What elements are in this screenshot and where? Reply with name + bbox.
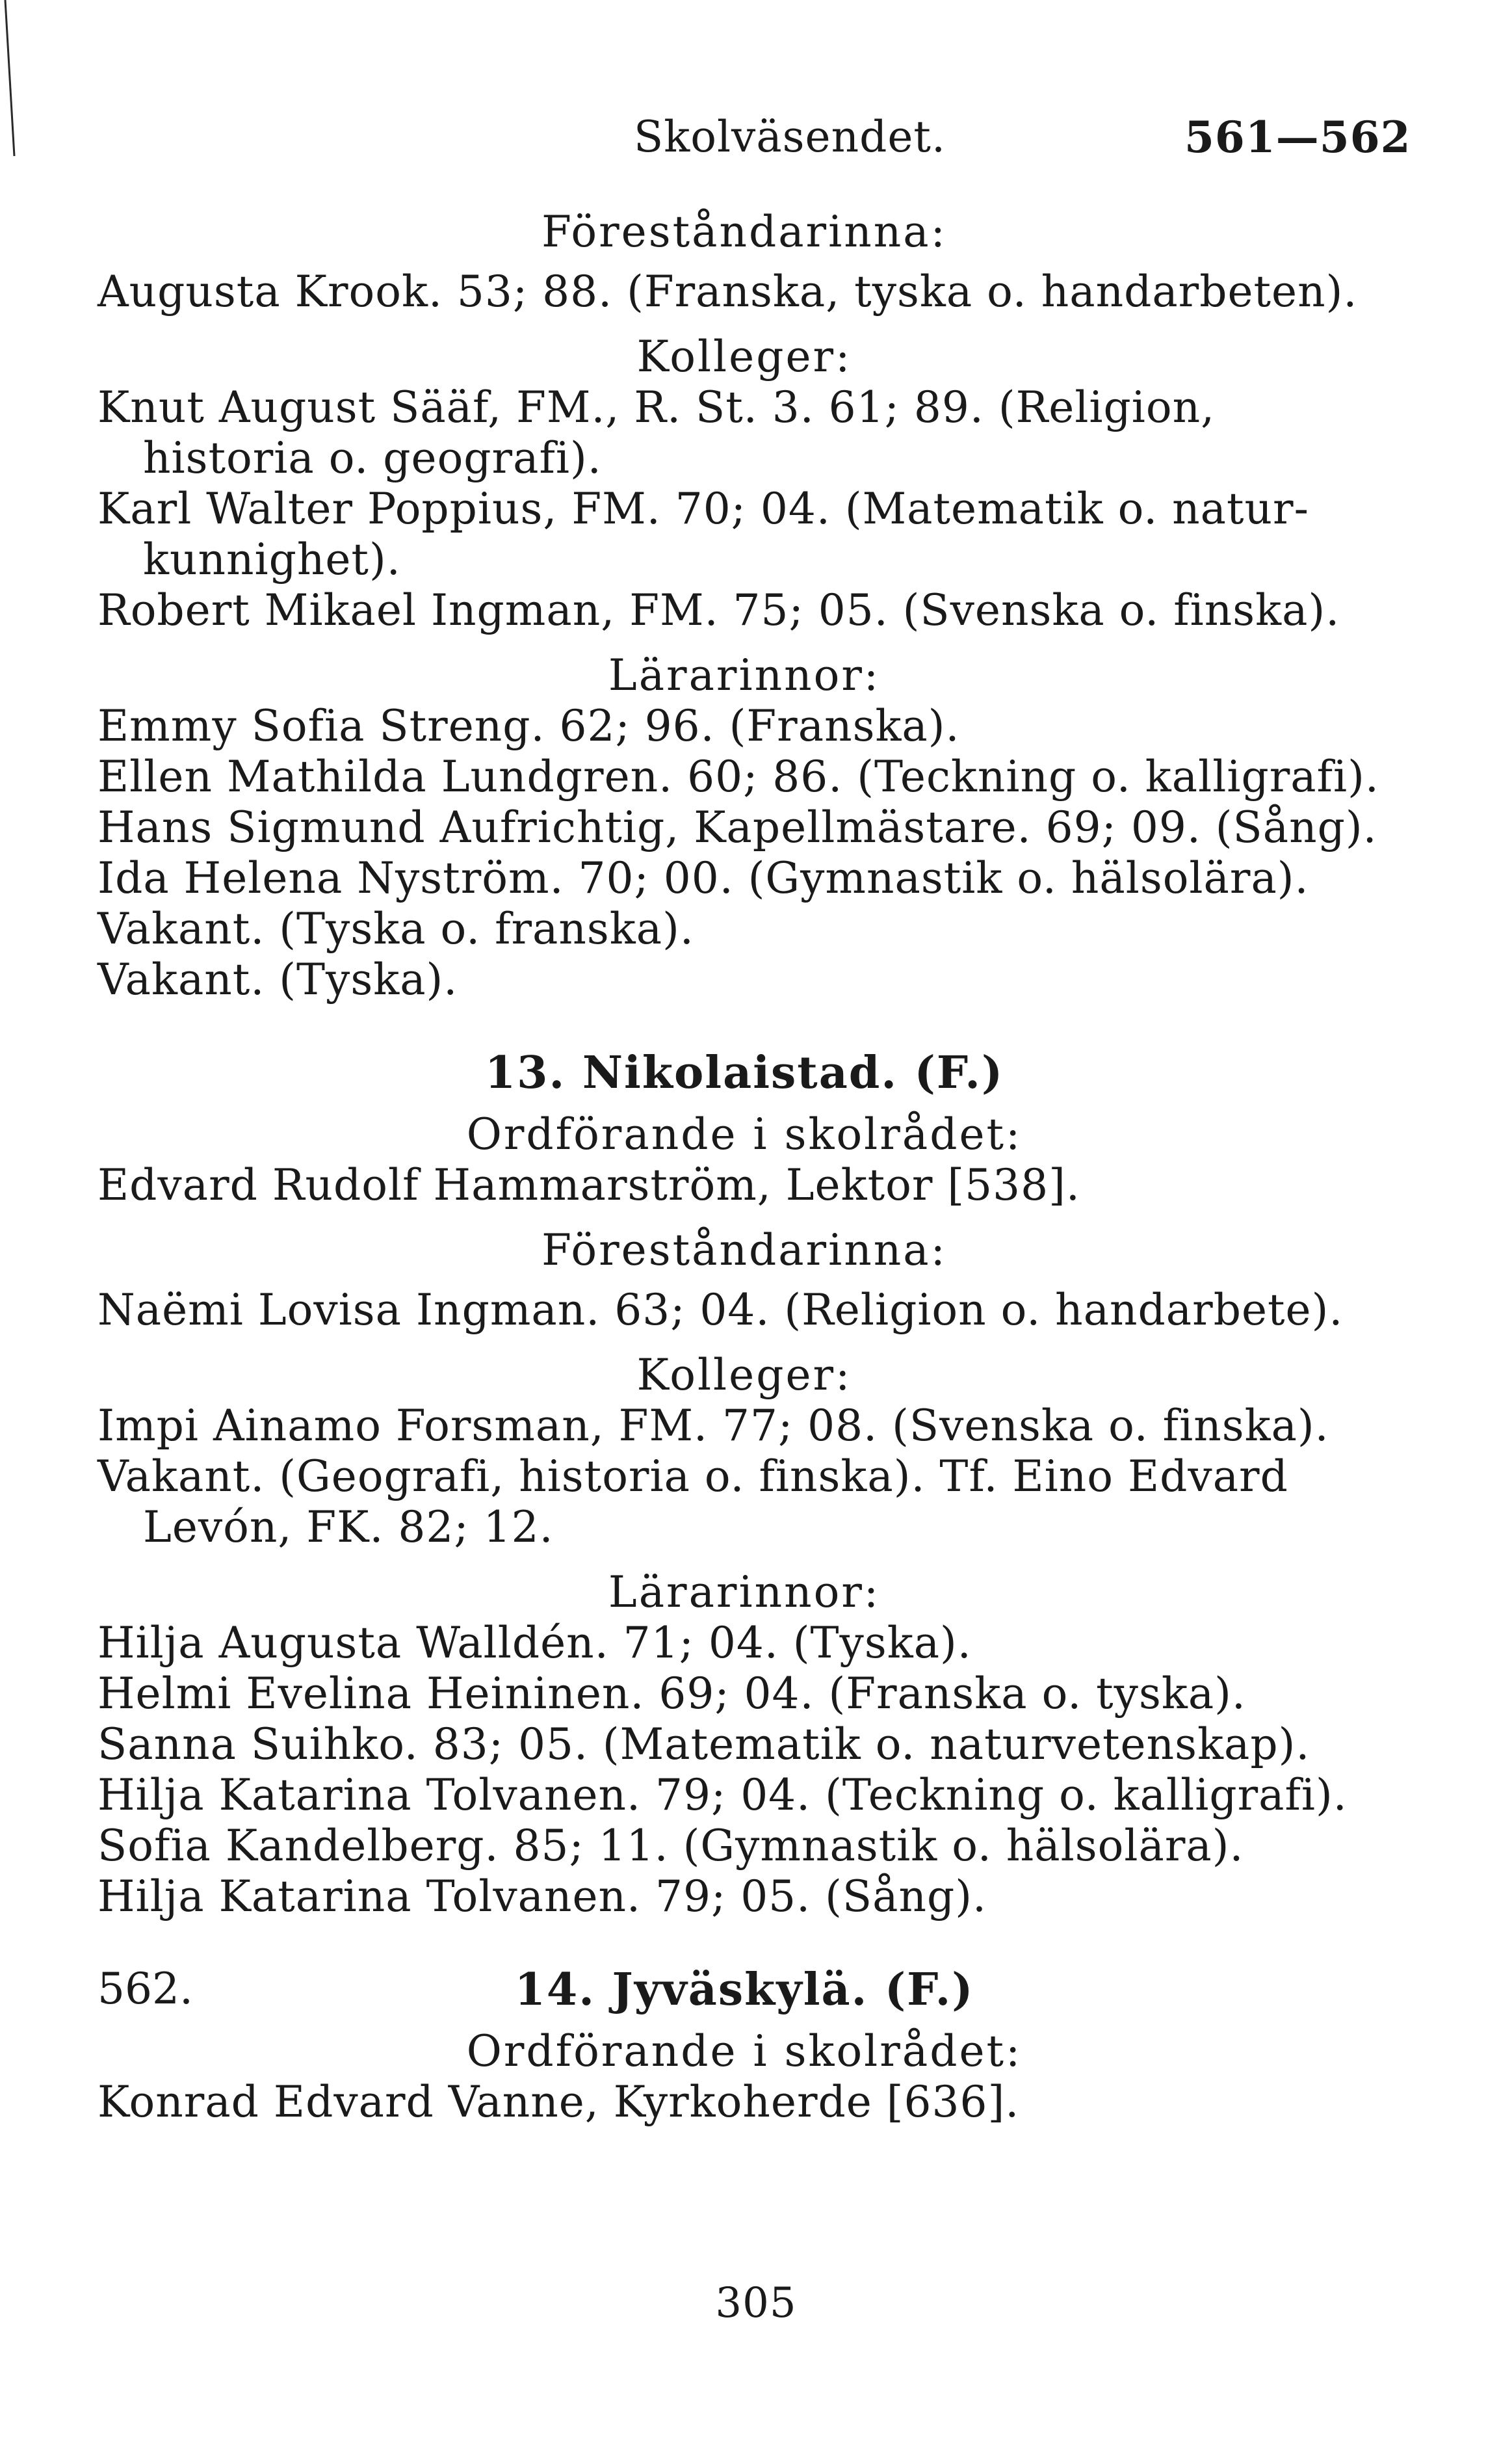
heading-kolleger: Kolleger:	[636, 332, 852, 382]
section-heading-14	[98, 1964, 1391, 2017]
entry-kollega-cont: kunnighet).	[143, 535, 401, 585]
entry-ordforande: Konrad Edvard Vanne, Kyrkoherde [636].	[98, 2077, 1020, 2127]
entry-lararinna: Hilja Katarina Tolvanen. 79; 05. (Sång).	[98, 1871, 987, 1921]
kolleger-list	[98, 382, 1391, 636]
page-number: 305	[715, 2279, 797, 2327]
section-margin-number: 562.	[98, 1964, 193, 2014]
heading-ordforande: Ordförande i skolrådet:	[466, 2026, 1023, 2076]
lararinnor-list	[98, 701, 1391, 1005]
column-numbers: 561—562	[1184, 112, 1411, 163]
entry-lararinna: Ellen Mathilda Lundgren. 60; 86. (Teckning o. kalligrafi).	[98, 752, 1379, 802]
entry-ordforande: Edvard Rudolf Hammarström, Lektor [538].	[98, 1160, 1080, 1210]
entry-kollega-cont: historia o. geografi).	[143, 433, 602, 483]
heading-lararinnor: Lärarinnor:	[608, 650, 881, 700]
entry-lararinna: Hilja Katarina Tolvanen. 79; 04. (Teckning o. kalligrafi).	[98, 1770, 1348, 1820]
entry-kollega: Karl Walter Poppius, FM. 70; 04. (Matematik o. natur-	[98, 484, 1309, 534]
lararinnor-list	[98, 1618, 1391, 1922]
entry-lararinna: Sanna Suihko. 83; 05. (Matematik o. naturvetenskap).	[98, 1719, 1310, 1769]
page-body	[98, 207, 1391, 2128]
entry-lararinna: Hilja Augusta Walldén. 71; 04. (Tyska).	[98, 1618, 972, 1668]
page-header	[0, 112, 1512, 170]
entry-lararinna: Hans Sigmund Aufrichtig, Kapellmästare. 69; 09. (Sång).	[98, 802, 1377, 852]
entry-forestandarinna: Augusta Krook. 53; 88. (Franska, tyska o. handarbeten).	[98, 267, 1358, 317]
entry-lararinna: Helmi Evelina Heininen. 69; 04. (Franska o. tyska).	[98, 1669, 1246, 1719]
entry-lararinna: Sofia Kandelberg. 85; 11. (Gymnastik o. hälsolära).	[98, 1821, 1244, 1871]
entry-forestandarinna: Naëmi Lovisa Ingman. 63; 04. (Religion o. handarbete).	[98, 1285, 1344, 1335]
section-title: 14. Jyväskylä. (F.)	[514, 1964, 974, 2016]
entry-lararinna: Vakant. (Tyska o. franska).	[98, 904, 694, 954]
entry-kollega: Vakant. (Geografi, historia o. finska). Tf. Eino Edvard	[98, 1451, 1288, 1501]
entry-kollega: Knut August Sääf, FM., R. St. 3. 61; 89. (Religion,	[98, 382, 1216, 432]
entry-lararinna: Ida Helena Nyström. 70; 00. (Gymnastik o. hälsolära).	[98, 853, 1309, 903]
section-title: 13. Nikolaistad. (F.)	[484, 1047, 1004, 1099]
entry-lararinna: Emmy Sofia Streng. 62; 96. (Franska).	[98, 701, 960, 751]
entry-lararinna: Vakant. (Tyska).	[98, 955, 458, 1005]
heading-forestandarinna: Föreståndarinna:	[541, 207, 947, 257]
running-title: Skolväsendet.	[634, 112, 946, 162]
entry-kollega: Robert Mikael Ingman, FM. 75; 05. (Svenska o. finska).	[98, 585, 1340, 635]
heading-lararinnor: Lärarinnor:	[608, 1567, 881, 1617]
entry-kollega-cont: Levón, FK. 82; 12.	[143, 1502, 554, 1552]
heading-ordforande: Ordförande i skolrådet:	[466, 1109, 1023, 1159]
heading-forestandarinna: Föreståndarinna:	[541, 1225, 947, 1275]
section-heading-13	[98, 1047, 1391, 1100]
heading-kolleger: Kolleger:	[636, 1350, 852, 1400]
entry-kollega: Impi Ainamo Forsman, FM. 77; 08. (Svenska o. finska).	[98, 1401, 1329, 1451]
kolleger-list	[98, 1401, 1391, 1553]
